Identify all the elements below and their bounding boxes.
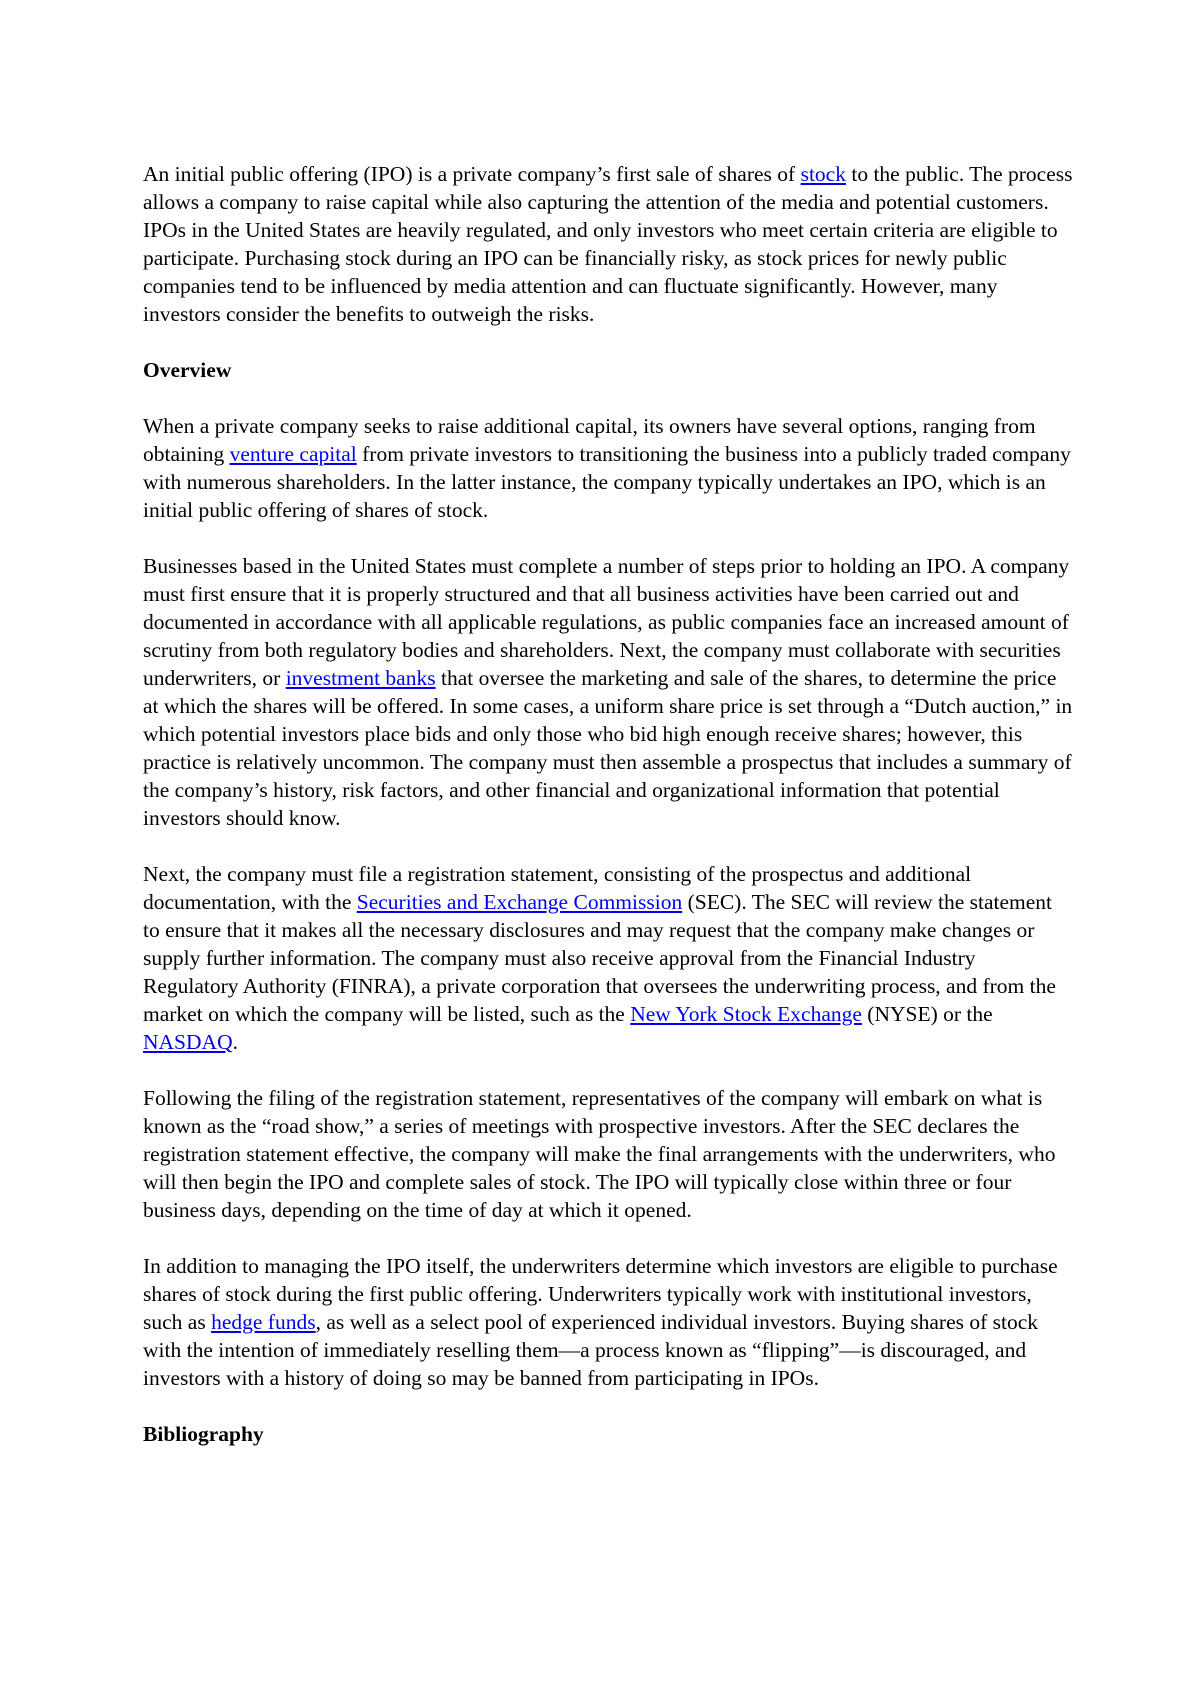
overview-heading — [143, 356, 1073, 384]
paragraph-text: Next, the company must file a registration statement, consisting of the prospectus and additional documentation, with the — [143, 862, 972, 914]
paragraph-text: Following the filing of the registration statement, representatives of the company will embark on what is known as the “road show,” a series of meetings with prospective investors. After the SEC declares the registration statement effective, the company will make the final arrangements with the underwriters, who will then begin the IPO and complete sales of stock. The IPO will typically close within three or four business days, depending on the time of day at which it opened. — [143, 1086, 1056, 1222]
heading-text: Overview — [143, 358, 232, 382]
intro-paragraph — [143, 160, 1073, 328]
paragraph-text: An initial public offering (IPO) is a private company’s first sale of shares of — [143, 162, 801, 186]
overview-paragraph-1 — [143, 412, 1073, 524]
paragraph-text: from private investors to transitioning the business into a publicly traded company with numerous shareholders. In the latter instance, the company typically undertakes an IPO, which is an initial public offering of shares of stock. — [143, 442, 1071, 522]
document-page — [143, 160, 1073, 1476]
paragraph-text: In addition to managing the IPO itself, the underwriters determine which investors are eligible to purchase shares of stock during the first public offering. Underwriters typically work with institutional investors, such as — [143, 1254, 1058, 1334]
paragraph-text: (NYSE) or the — [861, 1002, 993, 1026]
paragraph-text: that oversee the marketing and sale of the shares, to determine the price at which the shares will be offered. In some cases, a uniform share price is set through a “Dutch auction,” in which potential investors place bids and only those who bid high enough receive shares; however, this practice is relatively uncommon. The company must then assemble a prospectus that includes a summary of the company’s history, risk factors, and other financial and organizational information that potential investors should know. — [143, 666, 1073, 830]
paragraph-text: . — [232, 1030, 238, 1054]
overview-paragraph-2 — [143, 552, 1073, 832]
paragraph-text: When a private company seeks to raise additional capital, its owners have several options, ranging from obtaining — [143, 414, 1036, 466]
paragraph-text: , as well as a select pool of experienced individual investors. Buying shares of stock with the intention of immediately reselling them—a process known as “flipping”—is discouraged, and investors with a history of doing so may be banned from participating in IPOs. — [143, 1310, 1039, 1390]
nyse-link[interactable]: New York Stock Exchange — [630, 1002, 862, 1026]
overview-paragraph-4 — [143, 1084, 1073, 1224]
stock-link[interactable]: stock — [800, 162, 846, 186]
heading-text: Bibliography — [143, 1422, 264, 1446]
overview-paragraph-3 — [143, 860, 1073, 1056]
hedge-funds-link[interactable]: hedge funds — [211, 1310, 316, 1334]
sec-link[interactable]: Securities and Exchange Commission — [356, 890, 683, 914]
paragraph-text: Businesses based in the United States must complete a number of steps prior to holding an IPO. A company must first ensure that it is properly structured and that all business activities have been carried out and documented in accordance with all applicable regulations, as public companies face an increased amount of scrutiny from both regulatory bodies and shareholders. Next, the company must collaborate with securities underwriters, or — [143, 554, 1070, 690]
venture-capital-link[interactable]: venture capital — [229, 442, 357, 466]
bibliography-heading — [143, 1420, 1073, 1448]
overview-paragraph-5 — [143, 1252, 1073, 1392]
paragraph-text: to the public. The process allows a company to raise capital while also capturing the attention of the media and potential customers. IPOs in the United States are heavily regulated, and only investors who meet certain criteria are eligible to participate. Purchasing stock during an IPO can be financially risky, as stock prices for newly public companies tend to be influenced by media attention and can fluctuate significantly. However, many investors consider the benefits to outweigh the risks. — [143, 162, 1073, 326]
investment-banks-link[interactable]: investment banks — [285, 666, 436, 690]
nasdaq-link[interactable]: NASDAQ — [143, 1030, 233, 1054]
paragraph-text: (SEC). The SEC will review the statement to ensure that it makes all the necessary disclosures and may request that the company make changes or supply further information. The company must also receive approval from the Financial Industry Regulatory Authority (FINRA), a private corporation that oversees the underwriting process, and from the market on which the company will be listed, such as the — [143, 890, 1056, 1026]
